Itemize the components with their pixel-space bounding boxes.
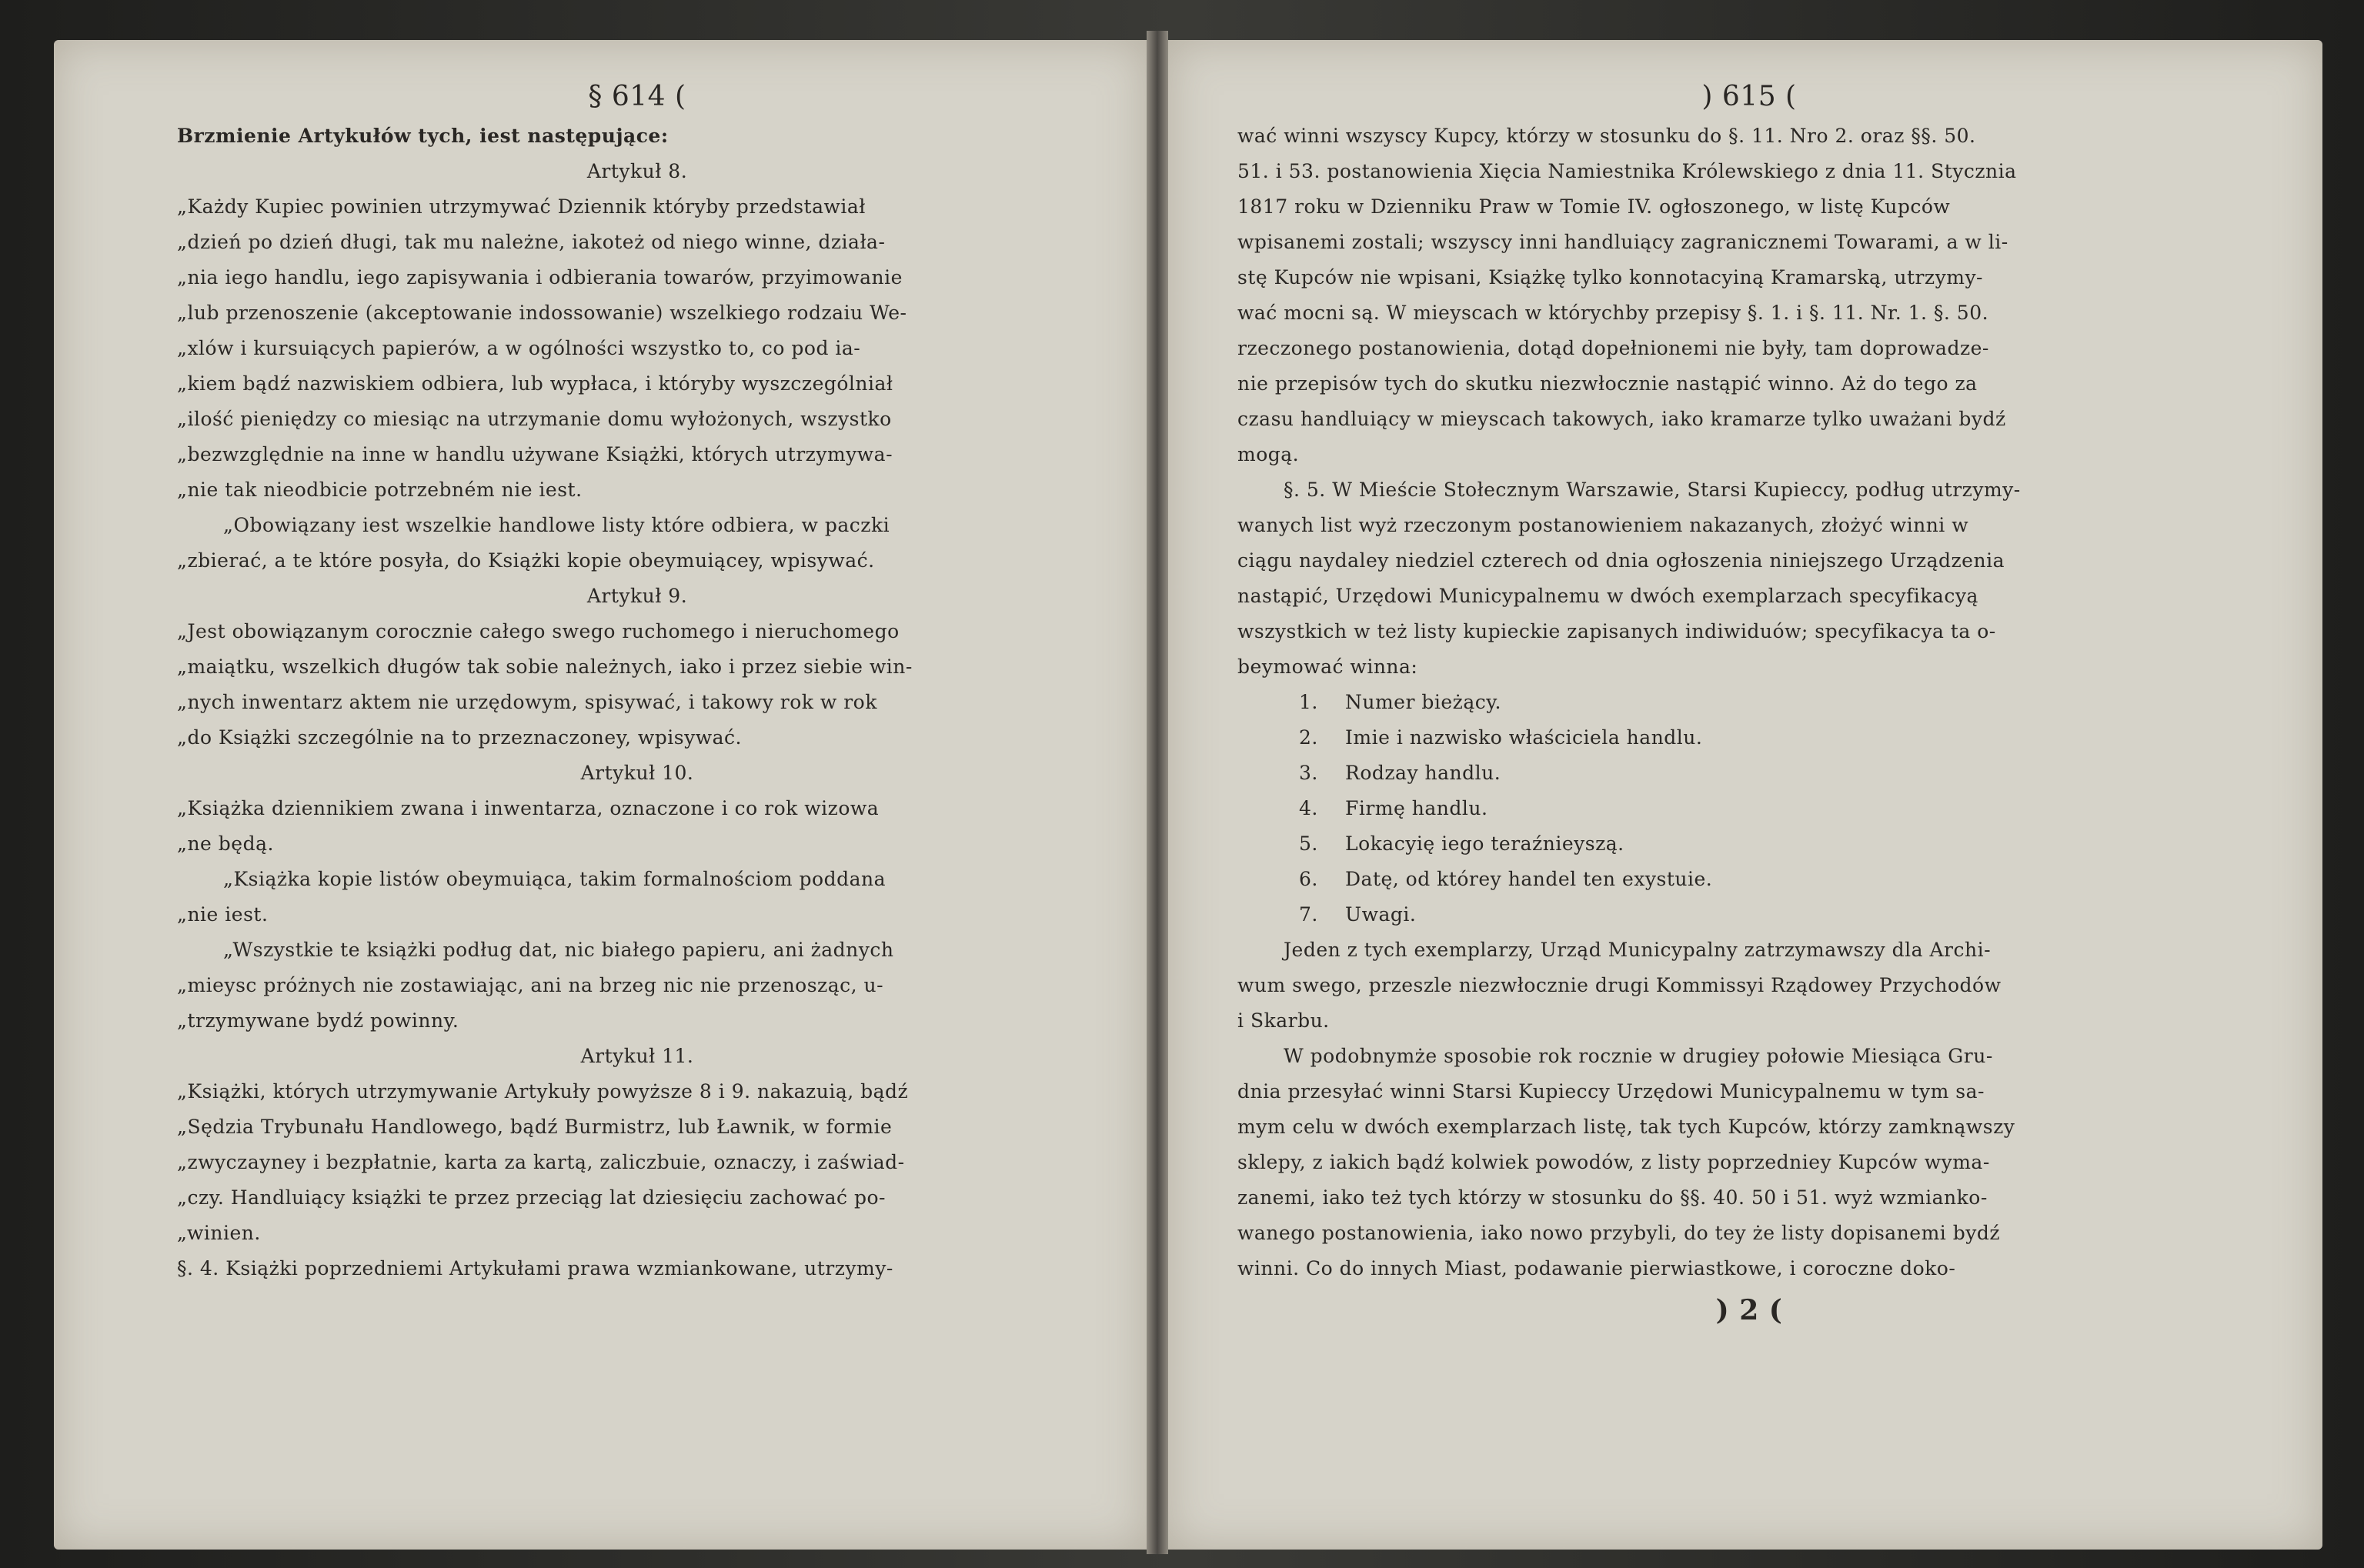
left-page-text-line: „ilość pieniędzy co miesiąc na utrzymanie domu wyłożonych, wszystko	[177, 408, 892, 430]
left-page-text-line: „Wszystkie te książki podług dat, nic białego papieru, ani żadnych	[223, 939, 894, 961]
right-page-text-line: wum swego, przeszle niezwłocznie drugi Kommissyi Rządowey Przychodów	[1237, 974, 2002, 996]
left-page-text-line: „nie iest.	[177, 903, 269, 926]
right-page-number: ) 615 (	[1701, 81, 1797, 112]
list-item-number: 7.	[1299, 903, 1318, 926]
left-page-text-line: Artykuł 10.	[580, 762, 694, 784]
right-page-text-line: nastąpić, Urzędowi Municypalnemu w dwóch exemplarzach specyfikacyą	[1237, 585, 1978, 607]
left-page-text-line: „kiem bądź nazwiskiem odbiera, lub wypłaca, i któryby wyszczególniał	[177, 372, 893, 395]
right-page-text-line: czasu handluiący w mieyscach takowych, iako kramarze tylko uważani bydź	[1237, 408, 2006, 430]
left-page-text-line: „zwyczayney i bezpłatnie, karta za kartą, zaliczbuie, oznaczy, i zaświad-	[177, 1151, 905, 1173]
left-page-text-line: „maiątku, wszelkich długów tak sobie należnych, iako i przez siebie win-	[177, 656, 913, 678]
book-gutter	[1147, 31, 1168, 1554]
list-item-number: 4.	[1299, 797, 1318, 819]
list-item-number: 3.	[1299, 762, 1318, 784]
list-item-text: Lokacyię iego teraźnieyszą.	[1345, 832, 1624, 855]
left-page-text-line: „Książka kopie listów obeymuiąca, takim formalnościom poddana	[223, 868, 886, 890]
left-page-number: § 614 (	[588, 81, 686, 112]
right-page-text-line	[1237, 862, 2261, 897]
left-page-text-line: „zbierać, a te które posyła, do Książki kopie obeymuiącey, wpisywać.	[177, 549, 875, 572]
right-page-text-line: ciągu naydaley niedziel czterech od dnia ogłoszenia niniejszego Urządzenia	[1237, 549, 2005, 572]
left-page-text-line: „winien.	[177, 1222, 261, 1244]
left-page-text-line: „nie tak nieodbicie potrzebném nie iest.	[177, 479, 583, 501]
right-page-text-line: i Skarbu.	[1237, 1009, 1330, 1032]
right-page-text-line	[1237, 685, 2261, 720]
left-page-text-line: „Książki, których utrzymywanie Artykuły powyższe 8 i 9. nakazuią, bądź	[177, 1080, 909, 1103]
left-page-text-line: „bezwzględnie na inne w handlu używane Książki, których utrzymywa-	[177, 443, 893, 465]
left-page-text-line: „nych inwentarz aktem nie urzędowym, spisywać, i takowy rok w rok	[177, 691, 877, 713]
list-item-number: 5.	[1299, 832, 1318, 855]
right-page-text-line: zanemi, iako też tych którzy w stosunku do §§. 40. 50 i 51. wyż wzmianko-	[1237, 1186, 1988, 1209]
right-page-text-line: dnia przesyłać winni Starsi Kupieccy Urzędowi Municypalnemu w tym sa-	[1237, 1080, 1985, 1103]
right-page-text-line: wpisanemi zostali; wszyscy inni handluiący zagranicznemi Towarami, a w li-	[1237, 231, 2008, 253]
left-page-text-line: „Sędzia Trybunału Handlowego, bądź Burmistrz, lub Ławnik, w formie	[177, 1116, 893, 1138]
right-page	[1168, 40, 2322, 1550]
left-page-text-line: „trzymywane bydź powinny.	[177, 1009, 459, 1032]
list-item-number: 1.	[1299, 691, 1318, 713]
right-page-text-line: wanych list wyż rzeczonym postanowieniem nakazanych, złożyć winni w	[1237, 514, 1969, 536]
right-page-text-line: 1817 roku w Dzienniku Praw w Tomie IV. ogłoszonego, w listę Kupców	[1237, 195, 1951, 218]
left-page-text-line: Brzmienie Artykułów tych, iest następujące:	[177, 125, 669, 147]
right-page-text-line	[1237, 720, 2261, 756]
right-page-text-line: W podobnymże sposobie rok rocznie w drugiey połowie Miesiąca Gru-	[1284, 1045, 1993, 1067]
left-page-text-line: „czy. Handluiący książki te przez przeciąg lat dziesięciu zachować po-	[177, 1186, 886, 1209]
right-page-text-line: mym celu w dwóch exemplarzach listę, tak tych Kupców, którzy zamknąwszy	[1237, 1116, 2015, 1138]
list-item-text: Imie i nazwisko właściciela handlu.	[1345, 726, 1703, 749]
left-page	[54, 40, 1147, 1550]
left-page-text-line: „dzień po dzień długi, tak mu należne, iakoteż od niego winne, działa-	[177, 231, 886, 253]
right-page-content	[1168, 40, 2322, 1550]
left-page-text-line: „do Książki szczególnie na to przeznaczoney, wpisywać.	[177, 726, 742, 749]
catchword: ) 2 (	[1715, 1294, 1783, 1326]
left-page-text-line: „nia iego handlu, iego zapisywania i odbierania towarów, przyimowanie	[177, 266, 903, 289]
right-page-text-line: §. 5. W Mieście Stołecznym Warszawie, Starsi Kupieccy, podług utrzymy-	[1284, 479, 2021, 501]
left-page-text-line: Artykuł 8.	[586, 160, 688, 182]
left-page-text-line: „lub przenoszenie (akceptowanie indossowanie) wszelkiego rodzaiu We-	[177, 302, 907, 324]
right-page-text-line: beymować winna:	[1237, 656, 1418, 678]
list-item-text: Rodzay handlu.	[1345, 762, 1501, 784]
right-page-text-line: winni. Co do innych Miast, podawanie pierwiastkowe, i coroczne doko-	[1237, 1257, 1956, 1279]
left-page-text-line: §. 4. Książki poprzedniemi Artykułami prawa wzmiankowane, utrzymy-	[177, 1257, 893, 1279]
left-page-text-line: „Każdy Kupiec powinien utrzymywać Dziennik któryby przedstawiał	[177, 195, 866, 218]
left-page-text-line: „xlów i kursuiących papierów, a w ogólności wszystko to, co pod ia-	[177, 337, 861, 359]
left-page-text-line: „Jest obowiązanym corocznie całego swego ruchomego i nieruchomego	[177, 620, 900, 642]
right-page-text-line: wać winni wszyscy Kupcy, którzy w stosunku do §. 11. Nro 2. oraz §§. 50.	[1237, 125, 1976, 147]
list-item-text: Numer bieżący.	[1345, 691, 1501, 713]
left-page-text-line: „mieysc próżnych nie zostawiając, ani na brzeg nic nie przenosząc, u-	[177, 974, 884, 996]
right-page-text-line: 51. i 53. postanowienia Xięcia Namiestnika Królewskiego z dnia 11. Stycznia	[1237, 160, 2017, 182]
left-page-content	[54, 40, 1147, 1550]
right-page-text-line: wszystkich w też listy kupieckie zapisanych indiwiduów; specyfikacya ta o-	[1237, 620, 1996, 642]
right-page-text-line: nie przepisów tych do skutku niezwłocznie nastąpić winno. Aż do tego za	[1237, 372, 1978, 395]
list-item-number: 6.	[1299, 868, 1318, 890]
left-page-text-line: „Książka dziennikiem zwana i inwentarza, oznaczone i co rok wizowa	[177, 797, 880, 819]
list-item-text: Firmę handlu.	[1345, 797, 1488, 819]
right-page-text-line	[1237, 826, 2261, 862]
left-page-text-line: „ne będą.	[177, 832, 274, 855]
left-page-text-line: Artykuł 11.	[580, 1045, 694, 1067]
right-page-text-line: rzeczonego postanowienia, dotąd dopełnionemi nie były, tam doprowadze-	[1237, 337, 1989, 359]
list-item-number: 2.	[1299, 726, 1318, 749]
right-page-text-line	[1237, 756, 2261, 791]
left-page-text-line: „Obowiązany iest wszelkie handlowe listy które odbiera, w paczki	[223, 514, 890, 536]
right-page-text-line: mogą.	[1237, 443, 1300, 465]
right-page-text-line: sklepy, z iakich bądź kolwiek powodów, z listy poprzedniey Kupców wyma-	[1237, 1151, 1990, 1173]
right-page-text-line	[1237, 791, 2261, 826]
right-page-text-line: stę Kupców nie wpisani, Książkę tylko konnotacyiną Kramarską, utrzymy-	[1237, 266, 1984, 289]
right-page-text-line	[1237, 897, 2261, 932]
left-page-text-line: Artykuł 9.	[586, 585, 688, 607]
right-page-text-line: wać mocni są. W mieyscach w którychby przepisy §. 1. i §. 11. Nr. 1. §. 50.	[1237, 302, 1989, 324]
list-item-text: Uwagi.	[1345, 903, 1417, 926]
list-item-text: Datę, od którey handel ten exystuie.	[1345, 868, 1713, 890]
right-page-text-line: wanego postanowienia, iako nowo przybyli, do tey że listy dopisanemi bydź	[1237, 1222, 2001, 1244]
right-page-text-line: Jeden z tych exemplarzy, Urząd Municypalny zatrzymawszy dla Archi-	[1284, 939, 1992, 961]
